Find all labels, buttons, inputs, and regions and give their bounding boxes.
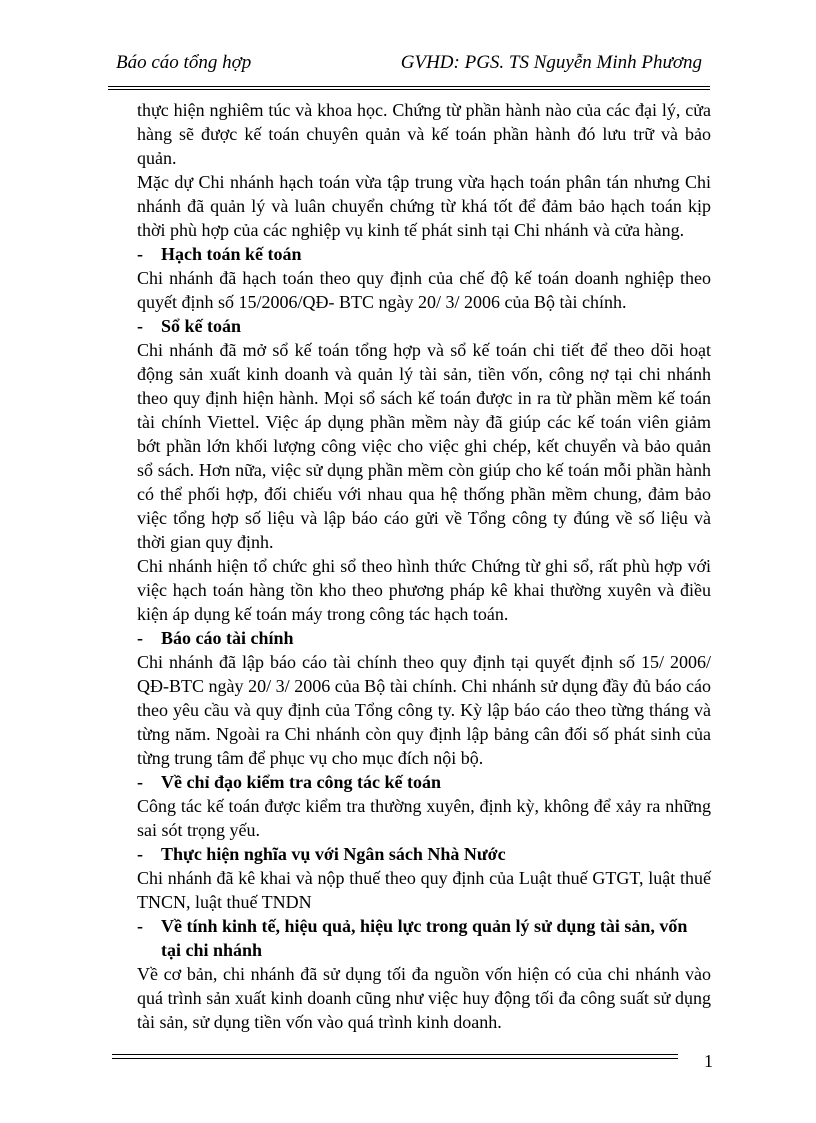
header-title: Báo cáo tổng hợp	[116, 52, 252, 73]
bullet-dash: -	[137, 316, 143, 336]
page-number: 1	[704, 1051, 713, 1071]
paragraph: Mặc dự Chi nhánh hạch toán vừa tập trung vừa hạch toán phân tán nhưng Chi nhánh đã quản lý và luân chuyển chứng từ khá tốt để đảm bảo hạch toán kịp thời phù hợp của các nghiệp vụ kinh tế phát sinh tại Chi nhánh và cửa hàng.	[137, 172, 711, 240]
header-rule	[108, 86, 710, 87]
heading-text: Sổ kế toán	[161, 316, 242, 336]
paragraph: Chi nhánh đã mở sổ kế toán tổng hợp và sổ kế toán chi tiết để theo dõi hoạt động sản xuất kinh doanh và quản lý tài sản, tiền vốn, công nợ tại chi nhánh theo quy định hiện hành. Mọi sổ sách kế toán được in ra từ phần mềm kế toán tài chính Viettel. Việc áp dụng phần mềm này đã giúp các kế toán viên giảm bớt phần lớn khối lượng công việc cho việc ghi chép, kết chuyển và bảo quản sổ sách. Hơn nữa, việc sử dụng phần mềm còn giúp cho kế toán mỗi phần hành có thể phối hợp, đối chiếu với nhau qua hệ thống phần mềm chung, đảm bảo việc tổng hợp số liệu và lập báo cáo gửi về Tổng công ty đúng về số liệu và thời gian quy định.	[137, 340, 711, 552]
paragraph: Công tác kế toán được kiểm tra thường xuyên, định kỳ, không để xảy ra những sai sót trọng yếu.	[137, 796, 711, 840]
heading-text: Về tính kinh tế, hiệu quả, hiệu lực trong quản lý sử dụng tài sản, vốn tại chi nhánh	[161, 916, 688, 960]
page-header	[116, 52, 702, 82]
paragraph: Chi nhánh hiện tổ chức ghi sổ theo hình thức Chứng từ ghi sổ, rất phù hợp với việc hạch toán hàng tồn kho theo phương pháp kê khai thường xuyên và điều kiện áp dụng kế toán máy trong công tác hạch toán.	[137, 556, 711, 624]
paragraph: Chi nhánh đã kê khai và nộp thuế theo quy định của Luật thuế GTGT, luật thuế TNCN, luật thuế TNDN	[137, 868, 711, 912]
section-heading	[137, 914, 711, 962]
section-heading	[137, 242, 711, 266]
header-rule-thin	[108, 89, 710, 90]
header-supervisor: GVHD: PGS. TS Nguyễn Minh Phương	[400, 52, 702, 73]
heading-text: Báo cáo tài chính	[161, 628, 294, 648]
paragraph: Về cơ bản, chi nhánh đã sử dụng tối đa nguồn vốn hiện có của chi nhánh vào quá trình sản xuất kinh doanh cũng như việc huy động tối đa công suất sử dụng tài sản, sử dụng tiền vốn vào quá trình kinh doanh.	[137, 964, 711, 1032]
heading-text: Thực hiện nghĩa vụ với Ngân sách Nhà Nước	[161, 844, 506, 864]
paragraph: thực hiện nghiêm túc và khoa học. Chứng từ phần hành nào của các đại lý, cửa hàng sẽ được kế toán chuyên quản và kế toán phần hành đó lưu trữ và bảo quản.	[137, 100, 711, 168]
bullet-dash: -	[137, 844, 143, 864]
paragraph: Chi nhánh đã lập báo cáo tài chính theo quy định tại quyết định số 15/ 2006/ QĐ-BTC ngày 20/ 3/ 2006 của Bộ tài chính. Chi nhánh sử dụng đầy đủ báo cáo theo yêu cầu và quy định của Tổng công ty. Kỳ lập báo cáo theo từng tháng và từng năm. Ngoài ra Chi nhánh còn quy định lập bảng cân đối số phát sinh của từng trung tâm để phục vụ cho mục đích nội bộ.	[137, 652, 711, 768]
heading-text: Về chỉ đạo kiểm tra công tác kế toán	[161, 772, 441, 792]
heading-text: Hạch toán kế toán	[161, 244, 302, 264]
section-heading	[137, 842, 711, 866]
bullet-dash: -	[137, 916, 143, 936]
document-body	[137, 98, 711, 1034]
section-heading	[137, 314, 711, 338]
bullet-dash: -	[137, 772, 143, 792]
section-heading	[137, 626, 711, 650]
section-heading	[137, 770, 711, 794]
footer-rule	[112, 1054, 678, 1055]
bullet-dash: -	[137, 628, 143, 648]
bullet-dash: -	[137, 244, 143, 264]
footer-rule-thin	[112, 1058, 678, 1059]
paragraph: Chi nhánh đã hạch toán theo quy định của chế độ kế toán doanh nghiệp theo quyết định số 15/2006/QĐ- BTC ngày 20/ 3/ 2006 của Bộ tài chính.	[137, 268, 711, 312]
